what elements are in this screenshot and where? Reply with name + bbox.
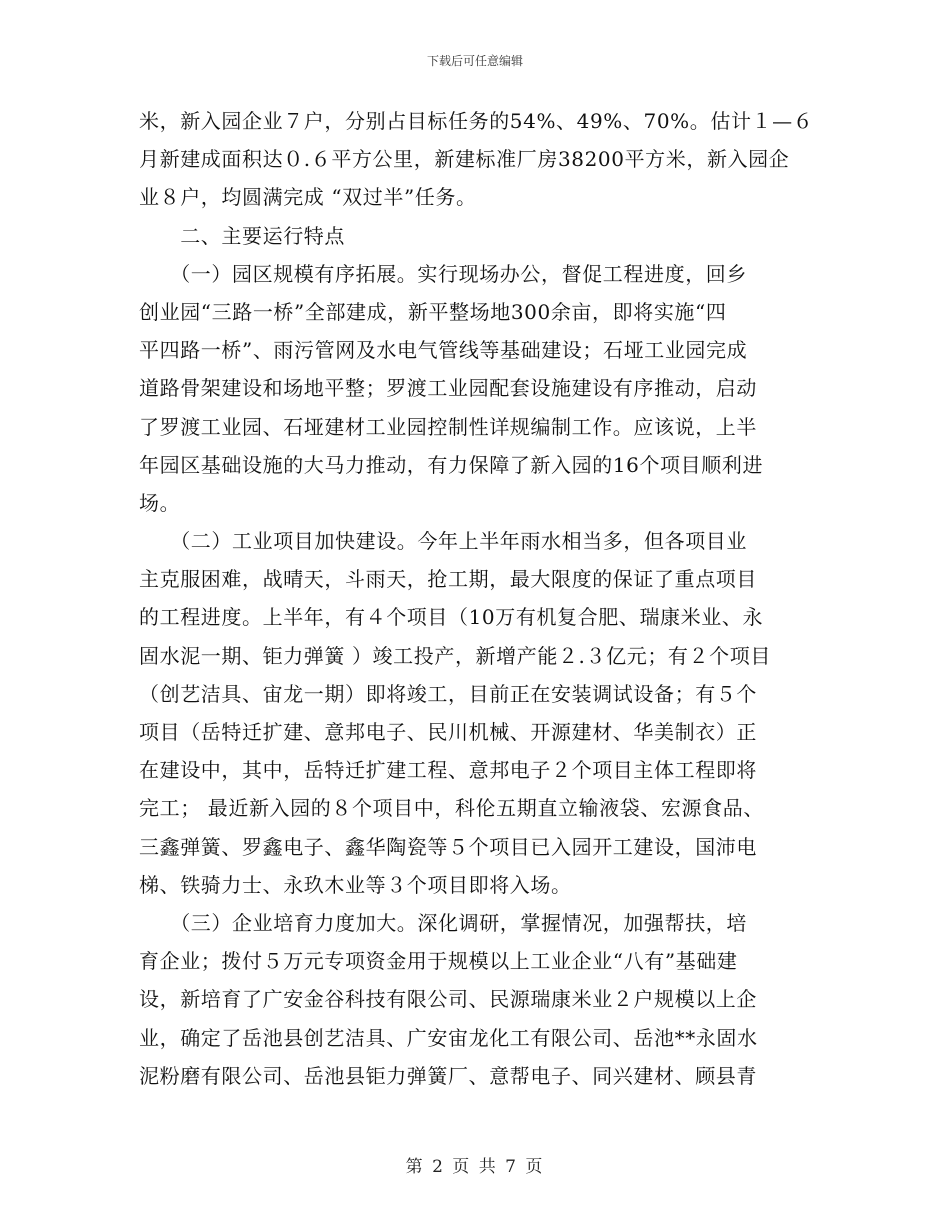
text-line: 创业园“三路一桥”全部建成，新平整场地300余亩，即将实施“四 (139, 299, 727, 324)
text-line: 设，新培育了广安金谷科技有限公司、民源瑞康米业２户规模以上企 (139, 987, 757, 1012)
text-line: 固水泥一期、钜力弹簧 ）竣工投产，新增产能２.３亿元；有２个项目 (139, 643, 771, 668)
text-line: 了罗渡工业园、石垭建材工业园控制性详规编制工作。应该说，上半 (139, 414, 757, 439)
text-line: 项目（岳特迁扩建、意邦电子、民川机械、开源建材、华美制衣）正 (139, 720, 757, 744)
text-line: 的工程进度。上半年，有４个项目（10万有机复合肥、瑞康米业、永 (139, 605, 764, 630)
text-line: （三）企业培育力度加大。深化调研，掌握情况，加强帮扶，培 (139, 910, 747, 935)
text-line: 在建设中，其中，岳特迁扩建工程、意邦电子２个项目主体工程即将 (139, 758, 757, 783)
text-line: 年园区基础设施的大马力推动，有力保障了新入园的16个项目顺利进 (139, 452, 764, 477)
text-line: 月新建成面积达０.６平方公里，新建标准厂房38200平方米，新入园企 (139, 147, 790, 172)
text-line: 梯、铁骑力士、永玖木业等３个项目即将入场。 (139, 872, 572, 897)
text-line: 业８户，均圆满完成 “双过半”任务。 (139, 185, 477, 210)
text-line: （二）工业项目加快建设。今年上半年雨水相当多，但各项目业 (139, 529, 747, 554)
page-footer: 第 2 页 共 7 页 (405, 1157, 545, 1177)
text-line: 完工； 最近新入园的８个项目中，科伦五期直立输液袋、宏源食品、 (139, 796, 764, 821)
text-line: 主克服困难，战晴天，斗雨天，抢工期，最大限度的保证了重点项目 (139, 567, 757, 592)
section-heading: 二、主要运行特点 (139, 223, 345, 248)
document-body (139, 102, 819, 1095)
text-line: 育企业；拨付５万元专项资金用于规模以上工业企业“八有”基础建 (139, 949, 738, 974)
text-line: 业，确定了岳池县创艺洁具、广安宙龙化工有限公司、岳池**永固水 (139, 1025, 758, 1050)
page-header: 下载后可任意编辑 (426, 54, 523, 68)
text-line: 三鑫弹簧、罗鑫电子、鑫华陶瓷等５个项目已入园开工建设，国沛电 (139, 834, 757, 859)
text-line: （创艺洁具、宙龙一期）即将竣工，目前正在安装调试设备；有５个 (139, 681, 757, 706)
text-line: 场。 (139, 490, 181, 515)
text-line: 道路骨架建设和场地平整；罗渡工业园配套设施建设有序推动，启动 (139, 376, 757, 401)
text-line: 泥粉磨有限公司、岳池县钜力弹簧厂、意帮电子、同兴建材、顾县青 (139, 1063, 757, 1088)
text-line: 米，新入园企业７户，分别占目标任务的54%、49%、70%。估计１—６ (139, 109, 814, 133)
text-line: （一）园区规模有序拓展。实行现场办公，督促工程进度，回乡 (139, 261, 747, 286)
text-line: 平四路一桥”、雨污管网及水电气管线等基础建设；石垭工业园完成 (139, 338, 748, 363)
